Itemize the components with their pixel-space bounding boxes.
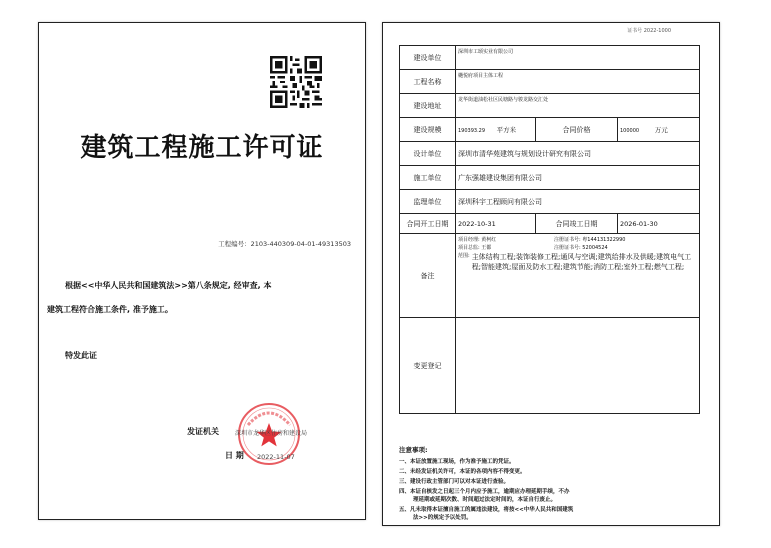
remarks-line	[458, 244, 697, 252]
note-item: 一、本证放置施工现场，作为准予施工的凭证。	[399, 459, 515, 465]
issuer-name: 深圳市龙华区住房和建设局	[235, 430, 308, 437]
table-row	[400, 94, 700, 118]
note-item: 五、凡未取得本证擅自施工的属违法建设，将按<<中华人民共和国建筑	[399, 507, 574, 513]
table-row	[400, 46, 700, 70]
remarks-line	[458, 236, 697, 244]
permit-title: 建筑工程施工许可证	[80, 133, 324, 163]
address-value: 龙华街道油松社区民塘路与骏龙路交汇处	[456, 94, 700, 118]
cell-label: 工程名称	[400, 70, 456, 94]
change-record-value	[456, 318, 700, 414]
cell-label: 备注	[400, 234, 456, 318]
cell-label: 建设规模	[400, 118, 456, 142]
table-row	[400, 166, 700, 190]
permit-info-table	[399, 45, 700, 414]
scope-label: 范围:	[458, 253, 470, 259]
supervision-value: 深圳科宇工程顾问有限公司	[456, 190, 700, 214]
chief-supervisor-cert: 注册证书号: 52004524	[554, 245, 608, 251]
cell-label: 合同开工日期	[400, 214, 456, 234]
scale-value	[456, 118, 536, 142]
cell-label: 变更登记	[400, 318, 456, 414]
note-item: 理延期或延期次数、时间超过法定时间的，本证自行废止。	[413, 497, 557, 503]
start-date-value: 2022-10-31	[456, 214, 536, 234]
issuer-label: 发证机关	[187, 427, 219, 436]
table-row	[400, 214, 700, 234]
cell-label: 建设地址	[400, 94, 456, 118]
permit-body-line-1: 根据<<中华人民共和国建筑法>>第八条规定, 经审查, 本	[65, 281, 272, 290]
cell-label: 施工单位	[400, 166, 456, 190]
cell-label: 建设单位	[400, 46, 456, 70]
price-value	[618, 118, 700, 142]
price-number: 100000	[620, 128, 640, 134]
construction-value: 广东强雄建设集团有限公司	[456, 166, 700, 190]
table-row	[400, 70, 700, 94]
table-row	[400, 118, 700, 142]
cell-label: 监理单位	[400, 190, 456, 214]
remarks-block	[458, 236, 697, 272]
scope-value: 主体结构工程;装饰装修工程;通风与空调;建筑给排水及供暖;建筑电气工程;智能建筑;屋面及防水工程;建筑节能;消防工程;室外工程;燃气工程;	[471, 253, 692, 271]
project-number: 工程编号：2103-440309-04-01-49313503	[218, 240, 351, 248]
cell-label: 设计单位	[400, 142, 456, 166]
note-item: 二、未经发证机关许可，本证的各项内容不得变更。	[399, 469, 526, 475]
project-manager: 项目经理: 黄柯红	[458, 237, 497, 243]
chief-supervisor: 项目总监: 王都	[458, 245, 492, 251]
notes-title: 注意事项:	[399, 446, 428, 454]
issue-date-label: 日 期	[225, 451, 244, 460]
project-name-value: 樾悦府项目主体工程	[456, 70, 700, 94]
price-unit: 万元	[654, 126, 668, 134]
permit-details-page	[382, 22, 720, 526]
remarks-value	[456, 234, 700, 318]
table-row	[400, 318, 700, 414]
scale-unit: 平方米	[496, 126, 517, 134]
note-item: 三、建设行政主管部门可以对本证进行查验。	[399, 479, 510, 485]
end-date-value: 2026-01-30	[618, 214, 700, 234]
permit-body-line-2: 建筑工程符合施工条件, 准予施工。	[47, 305, 173, 314]
qr-code-icon	[270, 56, 322, 108]
note-item: 四、本证自核发之日起三个月内应予施工，逾期应办理延期手续，不办	[399, 489, 570, 495]
table-row	[400, 142, 700, 166]
notes-section	[399, 445, 703, 524]
cell-label: 合同竣工日期	[536, 214, 618, 234]
permit-cover-page	[38, 22, 366, 520]
table-row	[400, 234, 700, 318]
remarks-line	[458, 252, 697, 272]
table-row	[400, 190, 700, 214]
note-item: 法>>的规定予以处罚。	[413, 515, 472, 521]
project-manager-cert: 注册证书号: 粤144131322990	[554, 237, 626, 243]
cell-label: 合同价格	[536, 118, 618, 142]
builder-value: 深圳市工颂实业有限公司	[456, 46, 700, 70]
issue-date: 2022-11-07	[257, 453, 295, 461]
design-value: 深圳市清华苑建筑与规划设计研究有限公司	[456, 142, 700, 166]
permit-body-line-3: 特发此证	[65, 351, 97, 360]
certificate-number: 证书号 2022-1000	[627, 28, 671, 34]
scale-number: 190393.29	[458, 128, 486, 134]
